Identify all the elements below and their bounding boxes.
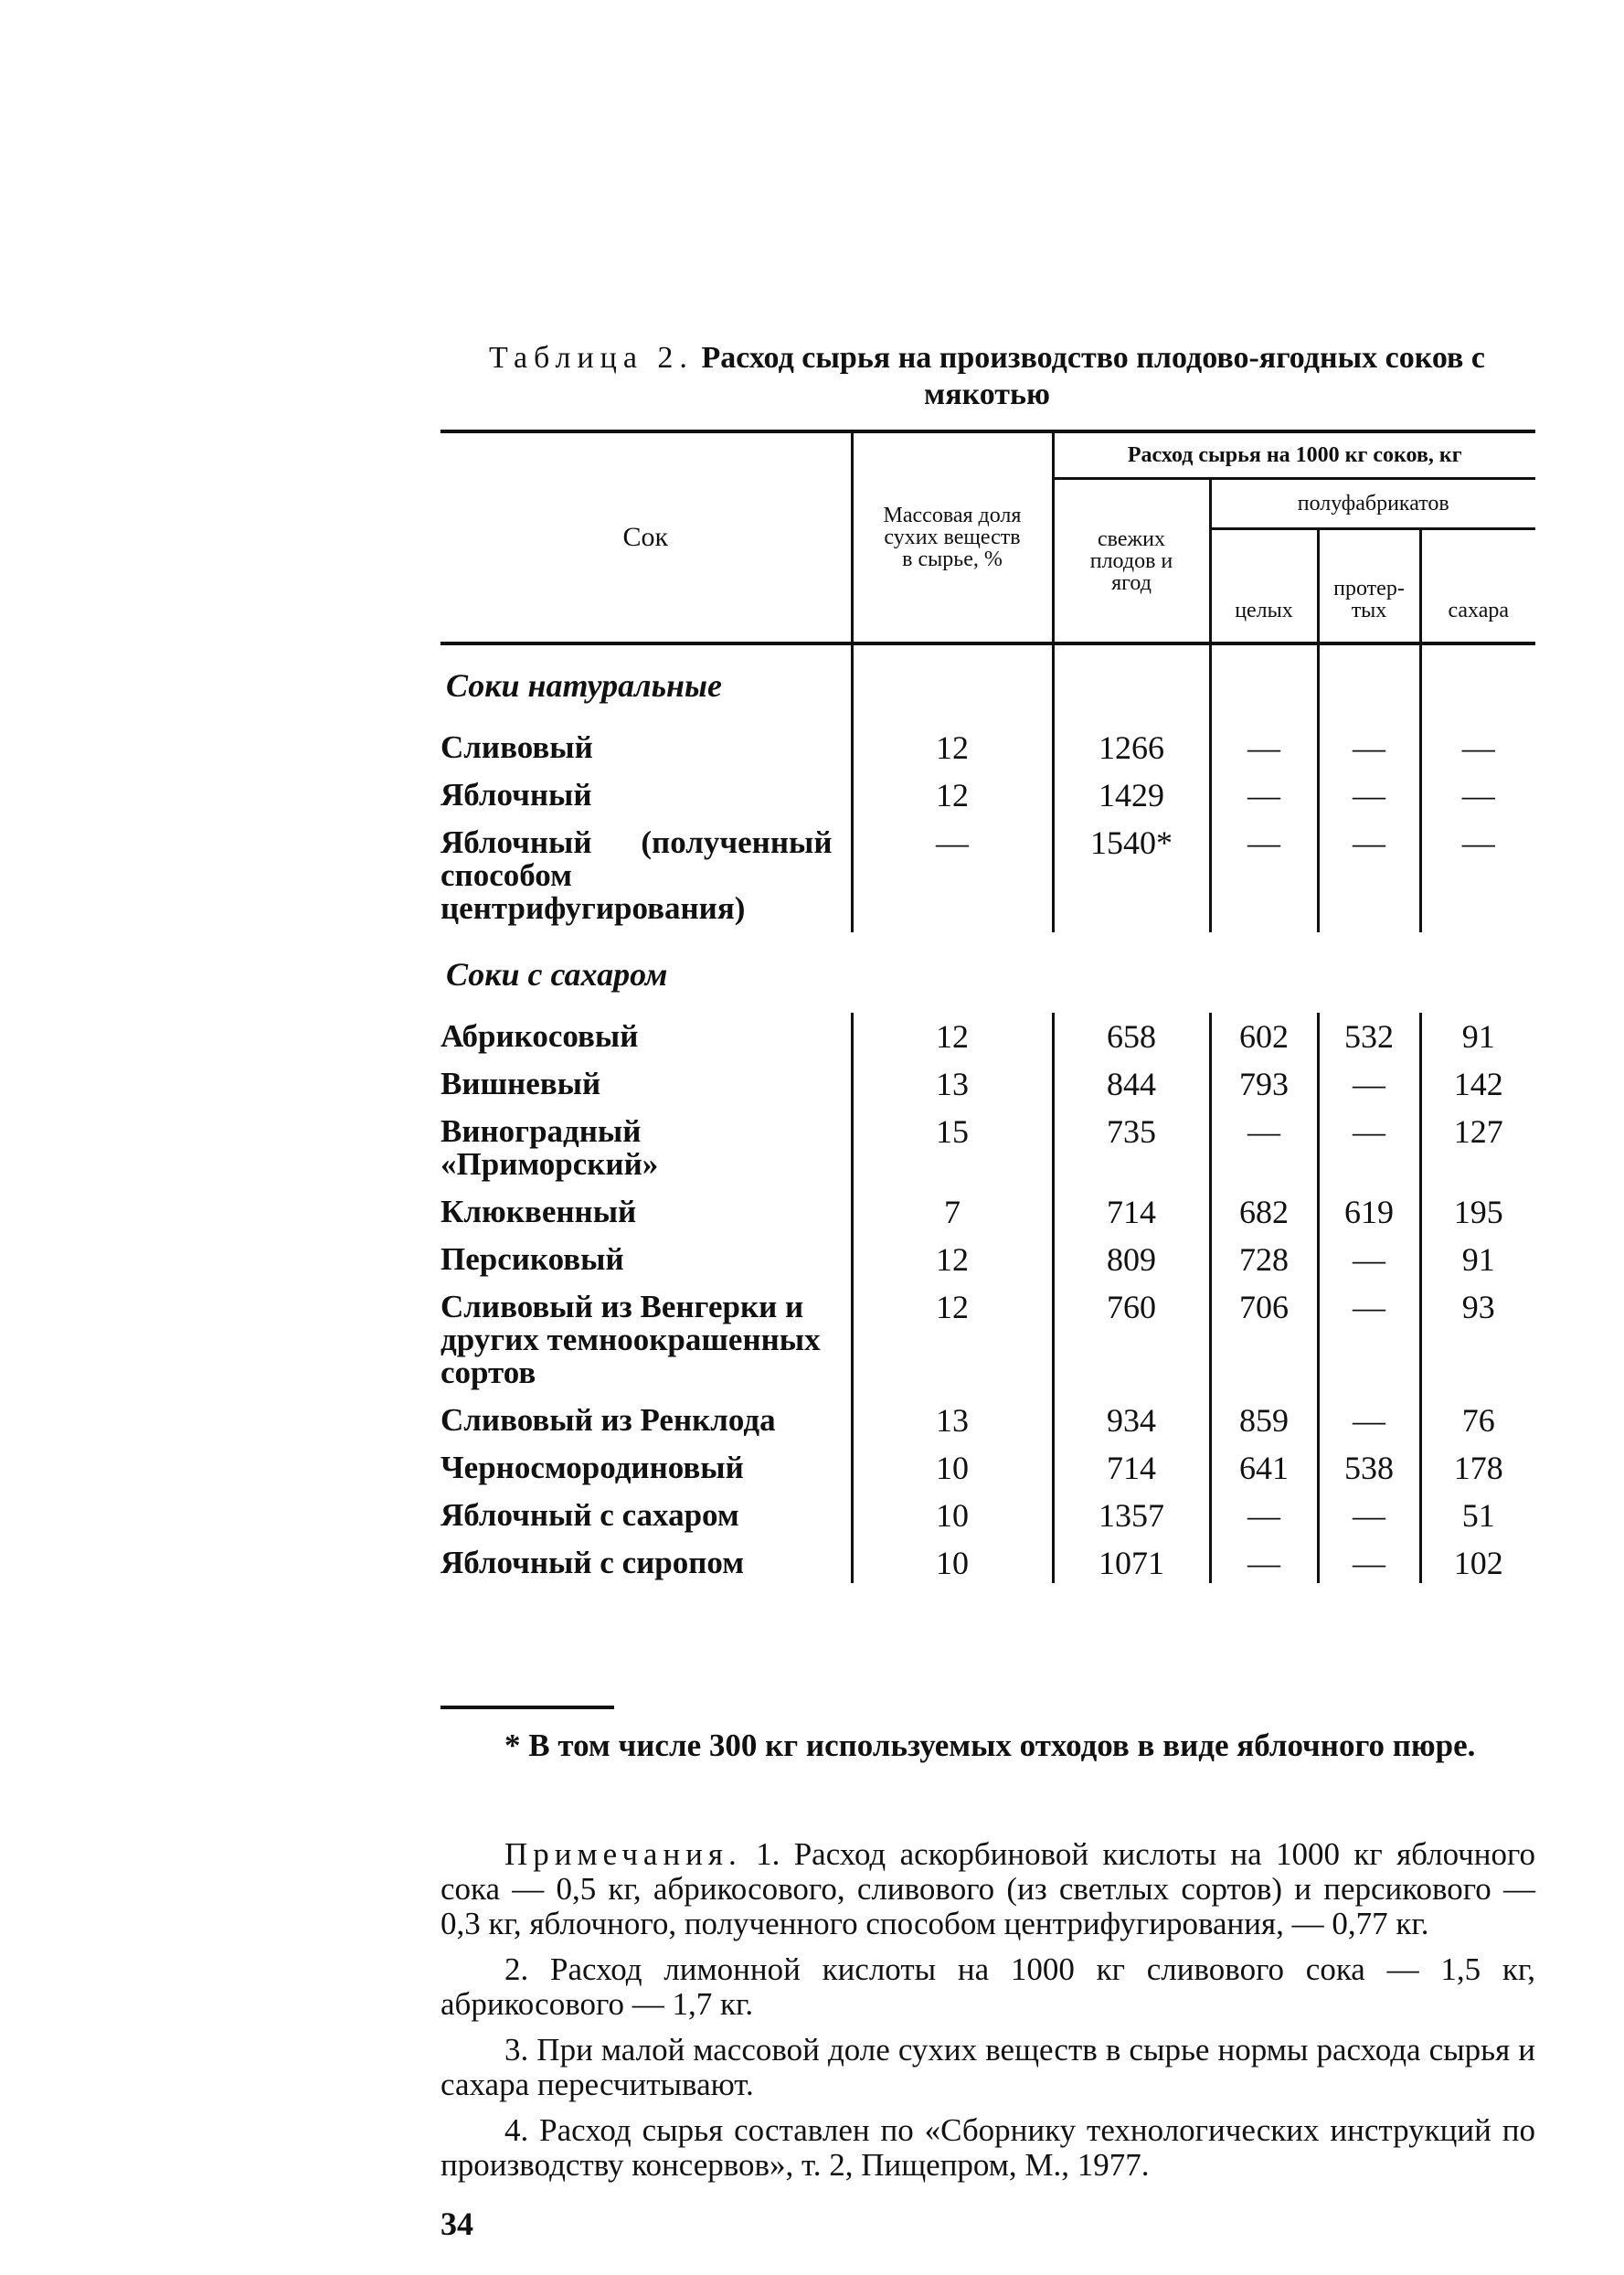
sugar-cell: 195: [1453, 1194, 1503, 1230]
table-row: [440, 1444, 1535, 1492]
dry-matter-cell: 12: [852, 1283, 1053, 1397]
pureed-cell: —: [1318, 819, 1420, 932]
table-row: [440, 819, 1535, 932]
footnote: * В том числе 300 кг используемых отходов в виде яблочного пюре.: [504, 1728, 1476, 1763]
sugar-cell: 142: [1453, 1066, 1503, 1102]
table-row: [440, 1397, 1535, 1444]
whole-cell: 706: [1210, 1283, 1318, 1397]
sugar-cell: 91: [1461, 1018, 1495, 1055]
pureed-cell: —: [1318, 1283, 1420, 1397]
table-row: [440, 1188, 1535, 1236]
pureed-cell: —: [1318, 1060, 1420, 1108]
section-title: Соки натуральные: [440, 643, 852, 724]
fresh-cell: 735: [1053, 1108, 1210, 1188]
table-row: [440, 724, 1535, 771]
juice-name: Сливовый из Ренклода: [440, 1397, 852, 1444]
table-row: [440, 1539, 1535, 1583]
dry-matter-cell: 10: [852, 1444, 1053, 1492]
sugar-cell: 102: [1453, 1545, 1503, 1581]
juice-name: Черносмородиновый: [440, 1444, 852, 1492]
whole-cell: —: [1210, 1492, 1318, 1539]
section-row-natural: [440, 643, 1535, 724]
table-caption: [439, 340, 1535, 413]
dry-matter-cell: 10: [852, 1539, 1053, 1583]
header-semi-products: полуфабрикатов: [1210, 479, 1535, 529]
sugar-cell: 91: [1461, 1241, 1495, 1278]
juice-name: Яблочный с сиропом: [440, 1539, 852, 1583]
sugar-cell: 127: [1453, 1113, 1503, 1150]
whole-cell: —: [1210, 771, 1318, 819]
whole-cell: 602: [1210, 1013, 1318, 1060]
table-row: [440, 1060, 1535, 1108]
header-whole: целых: [1210, 529, 1318, 644]
dry-matter-cell: 7: [852, 1188, 1053, 1236]
fresh-cell: 658: [1053, 1013, 1210, 1060]
whole-cell: —: [1210, 819, 1318, 932]
pureed-cell: —: [1318, 1492, 1420, 1539]
pureed-cell: —: [1318, 771, 1420, 819]
sugar-cell: —: [1461, 824, 1495, 861]
note-text: 1. Расход аскорбиновой кислоты на 1000 кг яблочного сока — 0,5 кг, абрикосового, сливового (из светлых сортов) и персикового — 0,3 кг, яблочного, полученного способом центрифугирования, — 0,77 кг.: [440, 1836, 1535, 1941]
juice-name: Сливовый: [440, 724, 852, 771]
note-item: 4. Расход сырья составлен по «Сборнику технологических инструкций по производству консервов», т. 2, Пищепром, М., 1977.: [440, 2112, 1535, 2183]
dry-matter-cell: 13: [852, 1060, 1053, 1108]
caption-text: Расход сырья на производство плодово-ягодных соков с мякотью: [701, 341, 1485, 411]
fresh-cell: 760: [1053, 1283, 1210, 1397]
sugar-cell: 93: [1461, 1289, 1495, 1325]
page-number: 34: [440, 2206, 473, 2242]
fresh-cell: 714: [1053, 1188, 1210, 1236]
dry-matter-cell: 15: [852, 1108, 1053, 1188]
whole-cell: 682: [1210, 1188, 1318, 1236]
pureed-cell: 619: [1318, 1188, 1420, 1236]
sugar-cell: —: [1461, 729, 1495, 766]
sugar-cell: 178: [1453, 1450, 1503, 1486]
note-item: [440, 1837, 1535, 1941]
fresh-cell: 714: [1053, 1444, 1210, 1492]
header-sugar: сахара: [1420, 529, 1535, 644]
whole-cell: 728: [1210, 1236, 1318, 1283]
whole-cell: —: [1210, 1539, 1318, 1583]
pureed-cell: —: [1318, 1539, 1420, 1583]
dry-matter-cell: 12: [852, 724, 1053, 771]
dry-matter-cell: 10: [852, 1492, 1053, 1539]
whole-cell: 859: [1210, 1397, 1318, 1444]
pureed-cell: 532: [1318, 1013, 1420, 1060]
table-row: [440, 1108, 1535, 1188]
table-row: [440, 1236, 1535, 1283]
fresh-cell: 1357: [1053, 1492, 1210, 1539]
consumption-table: [440, 430, 1535, 1583]
pureed-cell: 538: [1318, 1444, 1420, 1492]
header-pureed: протер-тых: [1318, 529, 1420, 644]
note-item: 2. Расход лимонной кислоты на 1000 кг сливового сока — 1,5 кг, абрикосового — 1,7 кг.: [440, 1951, 1535, 2022]
table-row: [440, 771, 1535, 819]
whole-cell: —: [1210, 724, 1318, 771]
whole-cell: 793: [1210, 1060, 1318, 1108]
sugar-cell: —: [1461, 777, 1495, 813]
juice-name: Сливовый из Венгерки и других темноокрашенных сортов: [440, 1283, 852, 1397]
dry-matter-cell: 12: [852, 771, 1053, 819]
juice-name: Яблочный с сахаром: [440, 1492, 852, 1539]
pureed-cell: —: [1318, 1236, 1420, 1283]
footnote-divider: [440, 1706, 614, 1709]
sugar-cell: 76: [1461, 1402, 1495, 1439]
table-row: [440, 1013, 1535, 1060]
fresh-cell: 934: [1053, 1397, 1210, 1444]
header-fresh: свежих плодов и ягод: [1053, 479, 1210, 644]
dry-matter-cell: 13: [852, 1397, 1053, 1444]
fresh-cell: 1429: [1053, 771, 1210, 819]
pureed-cell: —: [1318, 1397, 1420, 1444]
whole-cell: —: [1210, 1108, 1318, 1188]
section-title: Соки с сахаром: [446, 956, 668, 993]
table-row: [440, 1492, 1535, 1539]
whole-cell: 641: [1210, 1444, 1318, 1492]
notes-lead: Примечания.: [504, 1836, 742, 1872]
table-row: [440, 1283, 1535, 1397]
dry-matter-cell: —: [852, 819, 1053, 932]
section-row-sugar: [440, 932, 1535, 1013]
juice-name: Абрикосовый: [440, 1013, 852, 1060]
fresh-cell: 1071: [1053, 1539, 1210, 1583]
header-dry-matter: Массовая доля сухих веществ в сырье, %: [852, 431, 1053, 643]
fresh-cell: 1540*: [1053, 819, 1210, 932]
dry-matter-cell: 12: [852, 1236, 1053, 1283]
dry-matter-cell: 12: [852, 1013, 1053, 1060]
note-item: 3. При малой массовой доле сухих веществ в сырье нормы расхода сырья и сахара пересчитывают.: [440, 2032, 1535, 2102]
fresh-cell: 1266: [1053, 724, 1210, 771]
notes-block: [440, 1837, 1535, 2194]
header-consumption: Расход сырья на 1000 кг соков, кг: [1053, 431, 1535, 479]
juice-name: Виноградный «Приморский»: [440, 1108, 852, 1188]
header-juice: Сок: [440, 431, 852, 643]
juice-name: Персиковый: [440, 1236, 852, 1283]
caption-prefix: Таблица 2.: [489, 341, 694, 375]
pureed-cell: —: [1318, 724, 1420, 771]
sugar-cell: 51: [1461, 1497, 1495, 1534]
juice-name: Яблочный: [440, 771, 852, 819]
juice-name: Клюквенный: [440, 1188, 852, 1236]
juice-name: Вишневый: [440, 1060, 852, 1108]
pureed-cell: —: [1318, 1108, 1420, 1188]
fresh-cell: 844: [1053, 1060, 1210, 1108]
fresh-cell: 809: [1053, 1236, 1210, 1283]
juice-name: Яблочный (полученный способом центрифугирования): [440, 819, 852, 932]
